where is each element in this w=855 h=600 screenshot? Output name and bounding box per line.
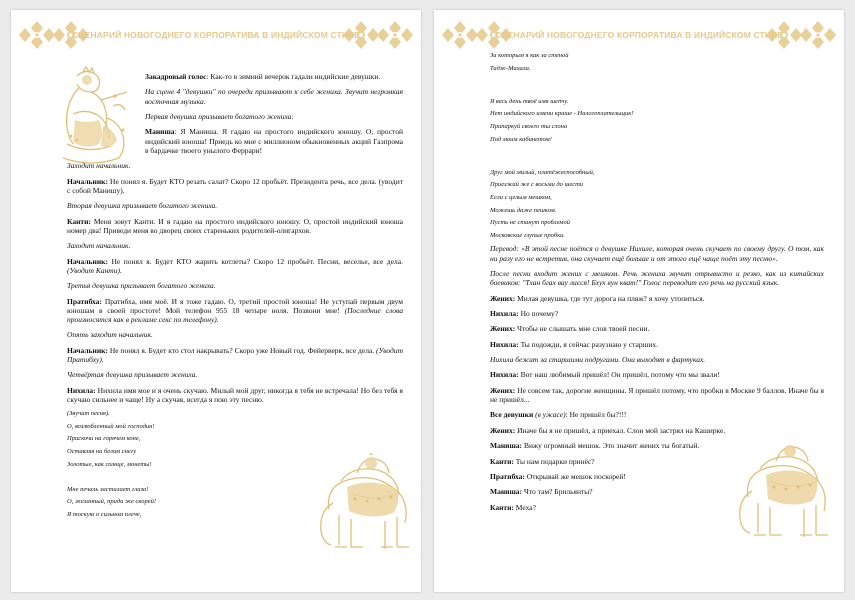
dialogue-text: Но почему?	[518, 308, 559, 318]
stage-direction: Заходит начальник.	[67, 241, 131, 251]
speaker-name: Нихила:	[67, 385, 96, 395]
dialogue-text: Ты подожди, я сейчас разузнаю у старших.	[518, 339, 658, 349]
stage-direction: Перевод: «В этой песне поётся о девушке Нихиле, которая очень скучает по своему другу. О том, как ни разу его не встретив, она скучает ещё больше и от этого ещё чаще поёт эту песню».	[490, 244, 824, 263]
speaker-name: Жених:	[490, 385, 516, 395]
dialogue-text: Чтобы не слышать мне слов твоей песни.	[515, 324, 650, 334]
poem-line: Прискочи на горячем коне,	[67, 435, 141, 443]
song-lyrics	[490, 52, 824, 240]
speaker-name: Жених:	[490, 293, 516, 303]
poem-line: (Звучит песня).	[67, 410, 110, 418]
dialogue-text: : Как-то в зимний вечерок гадали индийские девушки.	[206, 72, 381, 81]
song-lyrics	[67, 410, 403, 519]
dialogue-text: Иначе бы я не пришёл, а приехал. Слон мой застрял на Каширке.	[515, 425, 726, 435]
poem-line: За которым я как за стеной	[490, 52, 569, 59]
dialogue-text: Не понял я. Будет КТО жарить котлеты? Скоро 12 пробьёт. Песни, веселье, все дела.	[107, 256, 403, 266]
poem-line: Нет индийского имени краше - Налогоплательщик!	[490, 110, 634, 118]
stage-direction: Третья девушка призывает богатого жениха.	[67, 281, 216, 291]
dialogue-text: Вижу огромный мешок. Это значит жених ты богатый.	[522, 441, 700, 451]
left-text	[67, 72, 403, 524]
poem-line: Я тоскую о сильном плече,	[67, 511, 142, 519]
dialogue-text: Меха?	[513, 502, 536, 512]
header-title: СЦЕНАРИЙ НОВОГОДНЕГО КОРПОРАТИВА В ИНДИЙСКОМ СТИЛЕ	[71, 30, 361, 40]
speaker-name: Канти:	[490, 456, 514, 466]
stage-direction: Четвёртая девушка призывает жениха.	[67, 370, 198, 380]
poem-line: Можешь даже пешком.	[490, 206, 557, 214]
poem-line: Мне печаль застилает глаза!	[67, 485, 149, 493]
stage-direction: Заходит начальник.	[67, 161, 131, 171]
dialogue-text: Ты нам подарки принёс?	[513, 456, 595, 466]
speaker-name: Пратибха:	[67, 296, 102, 306]
dialogue-text: Не понял я. Будет КТО резать салат? Скоро 12 пробьёт. Президента речь, все дела. (уводит с собой Манишу).	[67, 176, 403, 195]
speaker-name: Жених:	[490, 324, 516, 334]
poem-line: Приезжай же с восьми до шести	[490, 181, 584, 189]
speaker-name: Начальник:	[67, 256, 108, 266]
page-header	[11, 20, 421, 52]
stage-direction: Первая девушка призывает богатого жениха:	[145, 111, 294, 121]
poem-line: Припаркуй своего ты слона	[490, 122, 568, 130]
speaker-name: Нихила:	[490, 308, 519, 318]
dialogue-text: Не понял я. Будет кто стол накрывать? Скоро уже Новый год. Фейерверк, все дела.	[107, 345, 377, 355]
stage-direction: На сцене 4 "девушки" по очереди призывают к себе жениха. Звучит негромкая восточная музыка.	[145, 87, 403, 106]
poem-line: Оставляя на белом снегу	[67, 448, 137, 456]
poem-line: Московские глупые пробки.	[490, 231, 566, 239]
stage-direction: Вторая девушка призывает богатого жениха.	[67, 201, 218, 211]
speaker-name: Нихила:	[490, 370, 519, 380]
stage-direction: (Уводит Пратибху).	[67, 345, 403, 364]
dialogue-text: Меня зовут Канти. И я гадаю на простого индийского юношу. О, простой индийский юноша номер два! Приведи меня во дворец своих стареньких родителей-олигархов.	[67, 216, 403, 235]
dialogue-text: Не совсем так, дорогие женщины. Я пришёл потому, что пробки в Москве 9 баллов. Иначе бы я не пришёл...	[490, 385, 824, 405]
dialogue-text: Милая девушка, где тут дорога на пляж? я хочу утопиться.	[515, 293, 705, 303]
speaker-name: Закадровый голос	[145, 72, 207, 81]
poem-line: Тадж-Махала.	[490, 64, 531, 72]
poem-line: Я весь день твоё имя шепчу.	[490, 97, 569, 105]
stage-direction: Опять заходит начальник.	[67, 330, 153, 340]
stage-direction: После песни входит жених с мешком. Речь жениха звучит отрывисто и резко, как из китайских боевиков: "Тхан бгах вау лисся! Бхух вун кват!" Голос переводит его речь на русский язык.	[490, 268, 824, 288]
page-right	[434, 10, 844, 592]
speaker-name: Жених:	[490, 425, 516, 435]
poem-line: Пусть не станут проблемой	[490, 219, 570, 227]
speaker-name: Все девушки	[490, 410, 534, 420]
poem-line: О, желанный, приди же скорей!	[67, 498, 157, 506]
dialogue-text: Пратибха, имя моё. И я тоже гадаю. О, третий простой юноша! Не уступай первым двум юношам в своей простоте! Мой телефон 955 18 четыре ноля. Позвони мне!	[67, 296, 403, 315]
speaker-name: Канти:	[490, 502, 514, 512]
poem-line: Золотые, как солнце, монеты!	[67, 460, 152, 468]
speaker-name: Маниша	[145, 127, 175, 137]
dialogue-text: Нихила имя мое и я очень скучаю. Милый мой друг, никогда я тебя не встречала! Но без тебя я скучаю сильнее и чаще! Ну а скучая, всегда я пою эту песню.	[67, 385, 403, 404]
speaker-name: Начальник:	[67, 345, 108, 355]
poem-line: Под моим кабинетом!	[490, 135, 552, 143]
page-header	[434, 20, 844, 52]
speaker-name: Начальник:	[67, 176, 108, 186]
stage-direction: Нихила бежит за старшими подругами. Они выходят в фартуках.	[490, 355, 706, 365]
speaker-name: Пратибха:	[490, 472, 525, 481]
stage-direction: (в ужасе)	[533, 410, 566, 420]
dialogue-text: : Не пришёл бы?!!!	[565, 410, 627, 420]
right-text	[490, 52, 824, 518]
header-title: СЦЕНАРИЙ НОВОГОДНЕГО КОРПОРАТИВА В ИНДИЙСКОМ СТИЛЕ	[494, 30, 784, 40]
dialogue-text: Открывай же мешок поскорей!	[524, 472, 626, 481]
speaker-name: Канти:	[67, 216, 91, 226]
poem-line: О, возлюбленный мой господин!	[67, 422, 155, 430]
page-left	[11, 10, 421, 592]
poem-line: Друг мой милый, платёжеспособный,	[490, 168, 595, 176]
dialogue-text: Что там? Брильянты?	[522, 487, 593, 497]
speaker-name: Маниша:	[490, 441, 523, 451]
speaker-name: Нихила:	[490, 339, 519, 349]
dialogue-text: : Я Маниша. Я гадаю на простого индийского юношу. О, простой индийский юноша! Приедь ко мне с миллионом обыкновенных акций Газпрома в бардачке твоего унылого Феррари!	[145, 127, 403, 155]
dialogue-text: Вот наш любимый пришёл! Он пришёл, потому что мы звали!	[518, 370, 720, 380]
poem-line: Если с целым мешком,	[490, 193, 552, 201]
speaker-name: Маниша:	[490, 487, 523, 497]
stage-direction: (Последние слова произносятся как в рекламе секс по телефону).	[67, 305, 403, 324]
stage-direction: (Уводит Канти).	[67, 265, 122, 275]
